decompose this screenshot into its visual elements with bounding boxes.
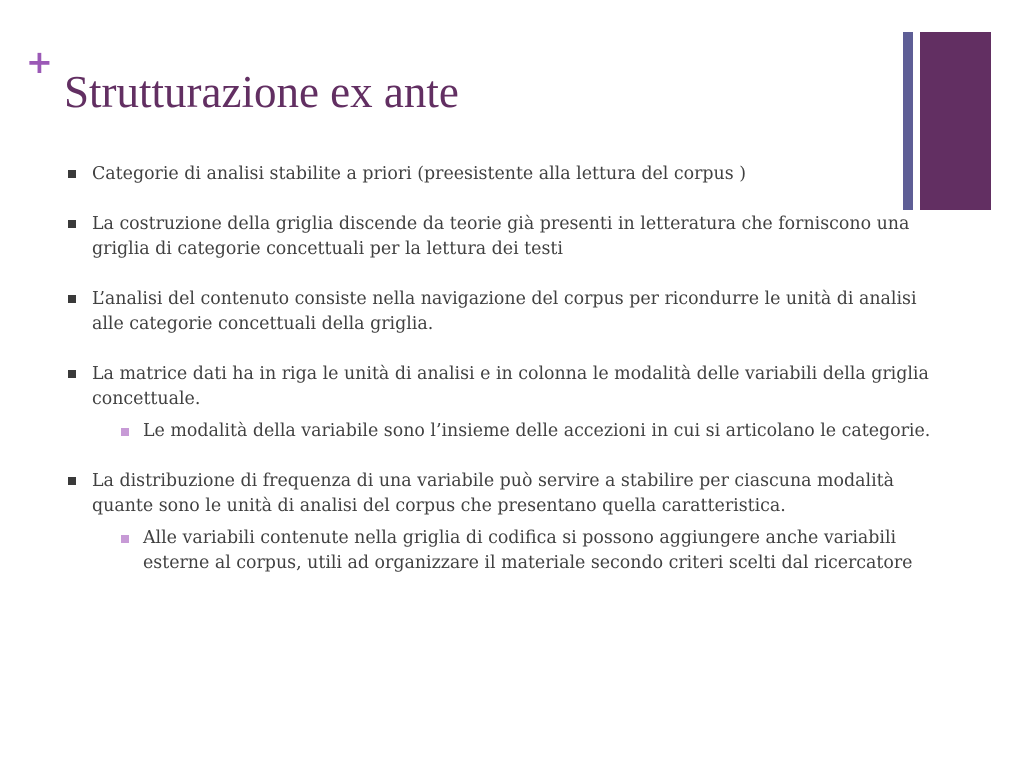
sub-bullet-list <box>92 526 946 576</box>
sub-square-bullet-icon <box>121 428 129 436</box>
bullet-list <box>66 162 946 601</box>
sub-bullet-list <box>92 419 946 444</box>
sub-bullet-text: Alle variabili contenute nella griglia di codifica si possono aggiungere anche variabili esterne al corpus, utili ad organizzare il materiale secondo criteri scelti dal ricercatore <box>143 528 913 573</box>
bullet-item <box>66 162 946 187</box>
square-bullet-icon <box>68 295 76 303</box>
square-bullet-icon <box>68 170 76 178</box>
sub-bullet-text: Le modalità della variabile sono l’insieme delle accezioni in cui si articolano le categorie. <box>143 421 931 441</box>
bullet-text: La costruzione della griglia discende da teorie già presenti in letteratura che forniscono una griglia di categorie concettuali per la lettura dei testi <box>92 214 910 259</box>
plus-icon: + <box>26 43 53 81</box>
slide-title: Strutturazione ex ante <box>64 67 459 117</box>
bullet-item <box>66 362 946 444</box>
square-bullet-icon <box>68 477 76 485</box>
sub-square-bullet-icon <box>121 535 129 543</box>
square-bullet-icon <box>68 220 76 228</box>
bullet-item <box>66 287 946 337</box>
bullet-item <box>66 212 946 262</box>
bullet-text: L’analisi del contenuto consiste nella navigazione del corpus per ricondurre le unità di analisi alle categorie concettuali della griglia. <box>92 289 917 334</box>
bullet-text: La matrice dati ha in riga le unità di analisi e in colonna le modalità delle variabili della griglia concettuale. <box>92 364 929 409</box>
sub-bullet-item <box>92 419 946 444</box>
square-bullet-icon <box>68 370 76 378</box>
bullet-text: Categorie di analisi stabilite a priori (preesistente alla lettura del corpus ) <box>92 164 746 184</box>
bullet-text: La distribuzione di frequenza di una variabile può servire a stabilire per ciascuna modalità quante sono le unità di analisi del corpus che presentano quella caratteristica. <box>92 471 894 516</box>
sub-bullet-item <box>92 526 946 576</box>
bullet-item <box>66 469 946 576</box>
